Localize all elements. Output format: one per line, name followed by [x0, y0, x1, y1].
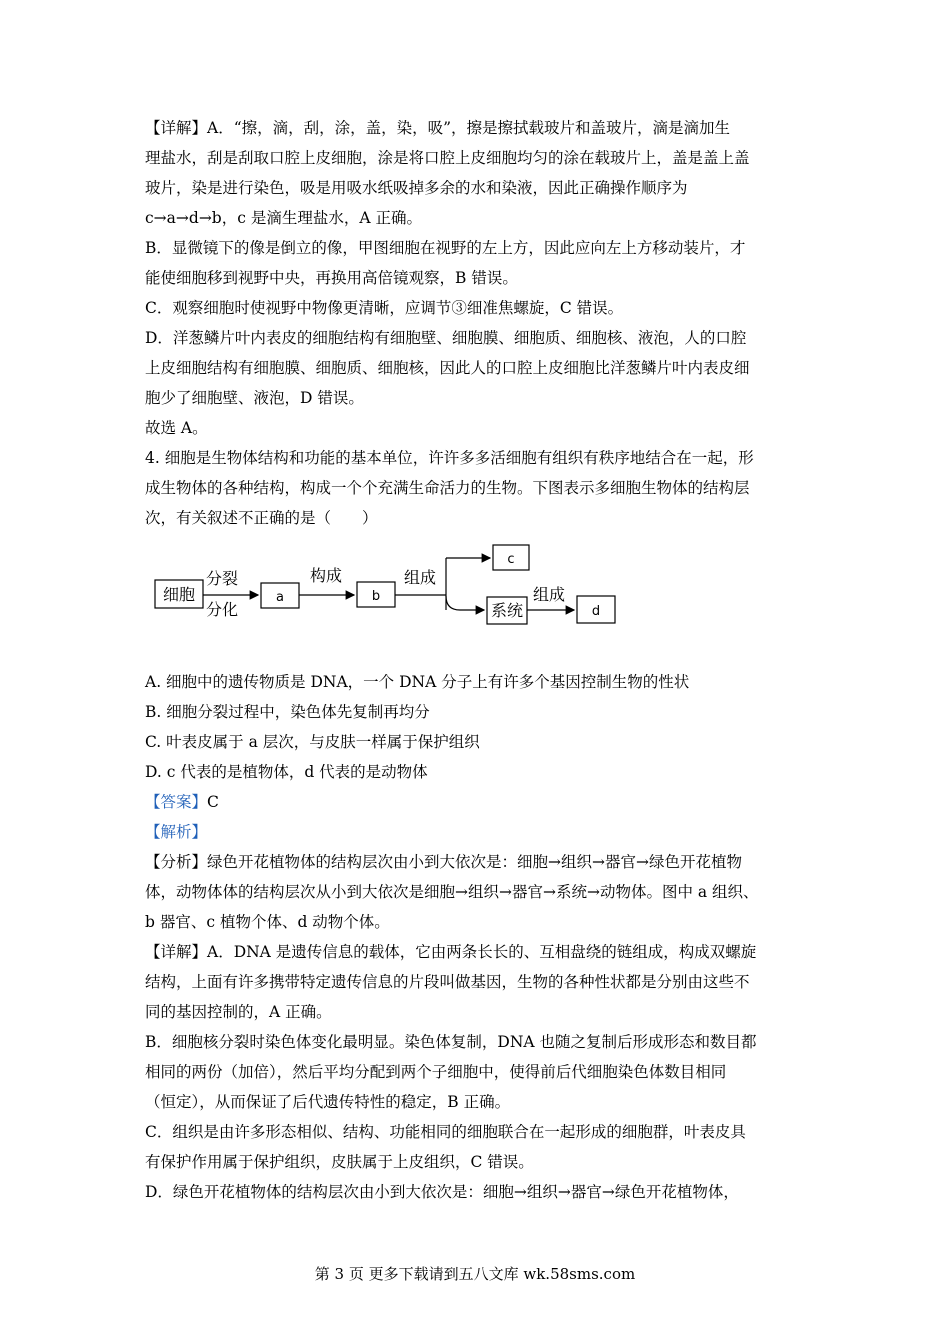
answer-label: 【答案】	[145, 793, 208, 811]
structure-level-diagram	[150, 538, 630, 638]
text-line: 结构，上面有许多携带特定遗传信息的片段叫做基因，生物的各种性状都是分别由这些不	[145, 973, 750, 991]
text-line: 体，动物体体的结构层次从小到大依次是细胞→组织→器官→系统→动物体。图中 a 组织、	[145, 883, 759, 901]
arrow-to-system	[446, 596, 484, 610]
text-line: 故选 A。	[145, 419, 208, 437]
answer-line	[145, 787, 805, 817]
page-footer: 第 3 页 更多下载请到五八文库 wk.58sms.com	[314, 1265, 636, 1283]
c-label: c	[507, 552, 515, 567]
option-a: A. 细胞中的遗传物质是 DNA，一个 DNA 分子上有许多个基因控制生物的性状	[145, 673, 690, 691]
question-4-options	[145, 667, 805, 847]
text-line: 理盐水，刮是刮取口腔上皮细胞，涂是将口腔上皮细胞均匀的涂在载玻片上，盖是盖上盖	[145, 149, 750, 167]
compose-label-1: 组成	[403, 568, 437, 587]
text-line: 成生物体的各种结构，构成一个个充满生命活力的生物。下图表示多细胞生物体的结构层	[145, 479, 750, 497]
text-line: B．显微镜下的像是倒立的像，甲图细胞在视野的左上方，因此应向左上方移动装片，才	[145, 239, 746, 257]
text-line: 同的基因控制的，A 正确。	[145, 1003, 332, 1021]
d-label: d	[591, 604, 601, 619]
text-line: 【分析】绿色开花植物体的结构层次由小到大依次是：细胞→组织→器官→绿色开花植物	[145, 853, 742, 871]
option-b: B. 细胞分裂过程中，染色体先复制再均分	[145, 703, 430, 721]
divide-label: 分裂	[205, 569, 239, 588]
text-line: b 器官、c 植物个体、d 动物个体。	[145, 913, 390, 931]
system-label: 系统	[490, 601, 524, 620]
option-c: C. 叶表皮属于 a 层次，与皮肤一样属于保护组织	[145, 733, 480, 751]
text-line: 能使细胞移到视野中央，再换用高倍镜观察，B 错误。	[145, 269, 518, 287]
a-label: a	[276, 590, 284, 605]
text-line: （恒定），从而保证了后代遗传特性的稳定，B 正确。	[145, 1093, 511, 1111]
text-line: c→a→d→b，c 是滴生理盐水，A 正确。	[145, 209, 422, 227]
text-line: 次，有关叙述不正确的是（ ）	[145, 509, 378, 527]
differentiate-label: 分化	[205, 600, 239, 619]
text-line: C．观察细胞时使视野中物像更清晰，应调节③细准焦螺旋，C 错误。	[145, 299, 624, 317]
analysis-body	[145, 847, 805, 1207]
previous-explanation	[145, 113, 805, 443]
text-line: 4. 细胞是生物体结构和功能的基本单位，许许多多活细胞有组织有秩序地结合在一起，形	[145, 449, 754, 467]
compose-label-2: 组成	[532, 585, 566, 604]
text-line: 胞少了细胞壁、液泡，D 错误。	[145, 389, 364, 407]
text-line: D．洋葱鳞片叶内表皮的细胞结构有细胞壁、细胞膜、细胞质、细胞核、液泡，人的口腔	[145, 329, 747, 347]
text-line: 【详解】A．“擦，滴，刮，涂，盖，染，吸”，擦是擦拭载玻片和盖玻片，滴是滴加生	[145, 119, 731, 137]
text-line: B．细胞核分裂时染色体变化最明显。染色体复制，DNA 也随之复制后形成形态和数目都	[145, 1033, 757, 1051]
text-line: 【详解】A．DNA 是遗传信息的载体，它由两条长长的、互相盘绕的链组成，构成双螺旋	[145, 943, 757, 961]
b-label: b	[371, 589, 381, 604]
question-4-stem	[145, 443, 805, 533]
text-line: 玻片，染是进行染色，吸是用吸水纸吸掉多余的水和染液，因此正确操作顺序为	[145, 179, 688, 197]
text-line: D．绿色开花植物体的结构层次由小到大依次是：细胞→组织→器官→绿色开花植物体，	[145, 1183, 739, 1201]
text-line: 有保护作用属于保护组织，皮肤属于上皮组织，C 错误。	[145, 1153, 534, 1171]
answer-value: C	[207, 793, 219, 811]
option-d: D. c 代表的是植物体，d 代表的是动物体	[145, 763, 428, 781]
text-line: 相同的两份（加倍），然后平均分配到两个子细胞中，使得前后代细胞染色体数目相同	[145, 1063, 727, 1081]
constitute-label: 构成	[309, 566, 343, 585]
analysis-label: 【解析】	[145, 823, 208, 841]
cell-label: 细胞	[162, 585, 196, 604]
text-line: C．组织是由许多形态相似、结构、功能相同的细胞联合在一起形成的细胞群，叶表皮具	[145, 1123, 746, 1141]
text-line: 上皮细胞结构有细胞膜、细胞质、细胞核，因此人的口腔上皮细胞比洋葱鳞片叶内表皮细	[145, 359, 750, 377]
